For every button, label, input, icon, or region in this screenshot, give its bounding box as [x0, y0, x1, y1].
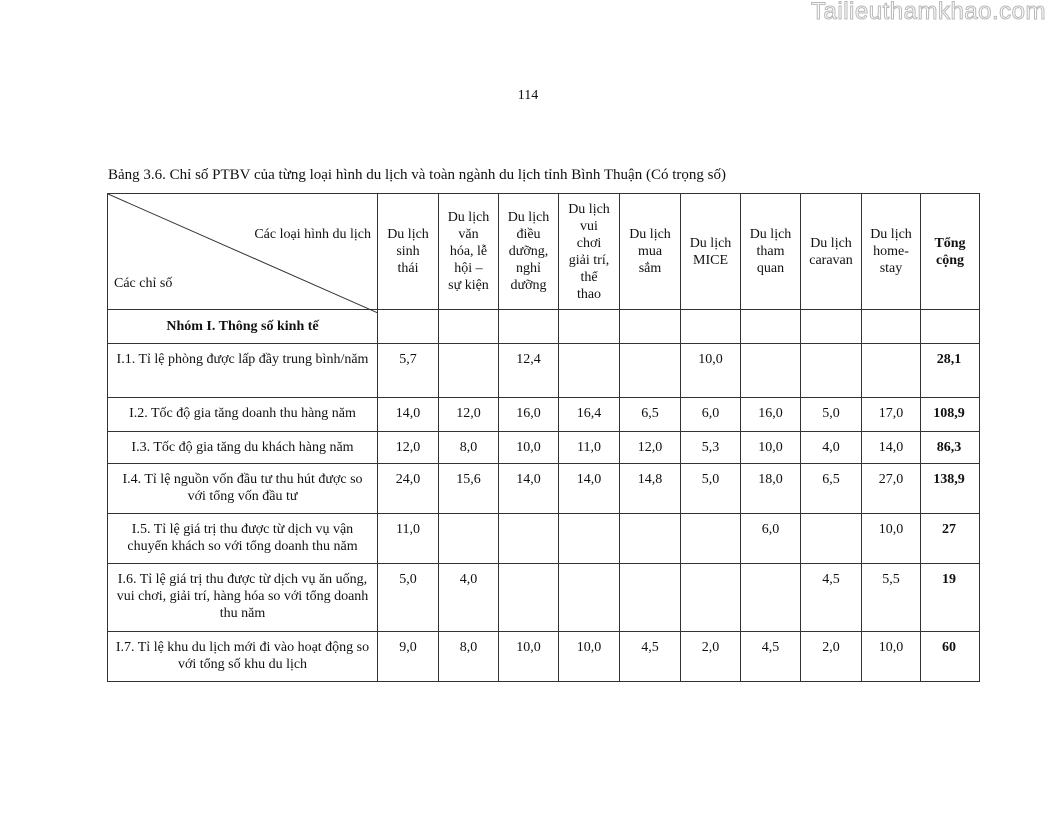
column-header	[439, 194, 499, 310]
column-header-line: văn	[458, 227, 479, 242]
value-cell	[499, 514, 559, 564]
value-cell	[741, 344, 801, 398]
column-header-line: Du lịch	[629, 227, 671, 242]
column-header-line: nghỉ	[516, 261, 541, 276]
table-row	[108, 514, 980, 564]
value-cell: 12,0	[378, 432, 439, 464]
value-cell	[862, 344, 921, 398]
value-cell: 5,0	[801, 398, 862, 432]
column-header-line: Du lịch	[810, 235, 852, 251]
value-cell: 4,5	[620, 632, 681, 682]
value-cell	[439, 344, 499, 398]
value-cell: 11,0	[559, 432, 620, 464]
value-cell	[801, 344, 862, 398]
column-header	[559, 194, 620, 310]
column-header-line: quan	[756, 261, 785, 276]
column-header-line: dưỡng,	[508, 244, 549, 259]
row-axis-label: Các chỉ số	[114, 276, 173, 291]
value-cell: 12,4	[499, 344, 559, 398]
indicator-table	[107, 193, 980, 682]
column-header-line: Du lịch	[568, 201, 610, 217]
column-header	[378, 194, 439, 310]
value-cell: 5,0	[681, 464, 741, 514]
column-header-line: Du lịch	[870, 227, 912, 242]
corner-header-cell	[108, 194, 378, 310]
value-cell	[620, 564, 681, 632]
indicator-label: I.5. Tỉ lệ giá trị thu được từ dịch vụ vận chuyển khách so với tổng doanh thu năm	[108, 514, 378, 564]
value-cell: 12,0	[439, 398, 499, 432]
table-row	[108, 432, 980, 464]
column-header	[801, 194, 862, 310]
column-header-line: thao	[576, 286, 602, 302]
value-cell	[620, 344, 681, 398]
column-header-line: Du lịch	[507, 210, 550, 225]
column-header	[620, 194, 681, 310]
column-header-line: sắm	[638, 261, 662, 276]
value-cell	[439, 514, 499, 564]
header-row	[108, 194, 980, 310]
total-cell: 27	[921, 514, 980, 564]
diagonal-line	[108, 194, 378, 313]
column-header-line: stay	[879, 261, 903, 276]
value-cell: 4,5	[741, 632, 801, 682]
column-header	[741, 194, 801, 310]
column-header-line: Du lịch	[387, 227, 429, 242]
column-header-line: hóa, lễ	[449, 244, 488, 259]
value-cell: 27,0	[862, 464, 921, 514]
column-header-line: tham	[756, 244, 785, 259]
value-cell: 5,7	[378, 344, 439, 398]
column-header-line: thể	[580, 269, 598, 285]
table-row	[108, 344, 980, 398]
value-cell: 8,0	[439, 632, 499, 682]
value-cell	[559, 564, 620, 632]
table-row	[108, 632, 980, 682]
column-header-line: dưỡng	[510, 278, 547, 293]
table-row	[108, 564, 980, 632]
column-header-line: vui	[580, 218, 598, 234]
column-header-line: giải trí,	[568, 252, 610, 268]
indicator-label: I.3. Tốc độ gia tăng du khách hàng năm	[108, 432, 378, 464]
column-header-line: sự kiện	[448, 278, 489, 293]
value-cell: 14,0	[862, 432, 921, 464]
value-cell	[620, 514, 681, 564]
value-cell: 8,0	[439, 432, 499, 464]
value-cell: 6,5	[620, 398, 681, 432]
value-cell: 6,0	[681, 398, 741, 432]
value-cell: 14,0	[499, 464, 559, 514]
column-header	[681, 194, 741, 310]
value-cell: 5,3	[681, 432, 741, 464]
value-cell: 14,0	[559, 464, 620, 514]
watermark: Tailieuthamkhao.com	[811, 0, 1046, 25]
column-header-line: thái	[397, 261, 419, 276]
total-cell: 138,9	[921, 464, 980, 514]
column-header-line: điều	[516, 227, 541, 242]
value-cell: 6,5	[801, 464, 862, 514]
table-caption: Bảng 3.6. Chỉ số PTBV của từng loại hình du lịch và toàn ngành du lịch tỉnh Bình Thuận (Có trọng số)	[108, 167, 726, 183]
value-cell: 17,0	[862, 398, 921, 432]
column-header-total	[921, 194, 980, 310]
value-cell: 24,0	[378, 464, 439, 514]
value-cell: 4,5	[801, 564, 862, 632]
value-cell: 12,0	[620, 432, 681, 464]
value-cell: 10,0	[741, 432, 801, 464]
value-cell: 10,0	[862, 632, 921, 682]
value-cell	[681, 564, 741, 632]
value-cell: 5,0	[378, 564, 439, 632]
column-header-line: MICE	[693, 252, 728, 268]
column-header-line: hội –	[454, 261, 483, 276]
column-header-line: home-	[873, 244, 909, 259]
value-cell: 4,0	[801, 432, 862, 464]
value-cell	[559, 514, 620, 564]
table-row	[108, 398, 980, 432]
indicator-label: I.6. Tỉ lệ giá trị thu được từ dịch vụ ăn uống, vui chơi, giải trí, hàng hóa so với tổng doanh thu năm	[108, 564, 378, 632]
value-cell	[499, 564, 559, 632]
page-number: 114	[517, 88, 539, 103]
total-cell: 108,9	[921, 398, 980, 432]
value-cell: 16,0	[741, 398, 801, 432]
table-row	[108, 464, 980, 514]
value-cell: 6,0	[741, 514, 801, 564]
indicator-label: I.7. Tỉ lệ khu du lịch mới đi vào hoạt động so với tổng số khu du lịch	[108, 632, 378, 682]
group-label: Nhóm I. Thông số kinh tế	[108, 310, 378, 344]
value-cell: 5,5	[862, 564, 921, 632]
column-axis-label: Các loại hình du lịch	[254, 227, 371, 242]
value-cell: 10,0	[499, 632, 559, 682]
column-header-line: caravan	[809, 252, 853, 268]
column-header	[499, 194, 559, 310]
indicator-label: I.4. Tỉ lệ nguồn vốn đầu tư thu hút được so với tổng vốn đầu tư	[108, 464, 378, 514]
column-header-line: chơi	[576, 235, 602, 251]
total-cell: 60	[921, 632, 980, 682]
value-cell: 14,0	[378, 398, 439, 432]
value-cell: 14,8	[620, 464, 681, 514]
total-cell: 19	[921, 564, 980, 632]
value-cell: 4,0	[439, 564, 499, 632]
column-header-line: Du lịch	[447, 210, 490, 225]
value-cell: 10,0	[559, 632, 620, 682]
indicator-label: I.2. Tốc độ gia tăng doanh thu hàng năm	[108, 398, 378, 432]
total-cell: 28,1	[921, 344, 980, 398]
indicator-label: I.1. Tỉ lệ phòng được lấp đầy trung bình/năm	[108, 344, 378, 398]
value-cell: 2,0	[801, 632, 862, 682]
value-cell: 2,0	[681, 632, 741, 682]
value-cell: 16,4	[559, 398, 620, 432]
column-header-line: Du lịch	[749, 227, 792, 242]
total-cell: 86,3	[921, 432, 980, 464]
value-cell	[559, 344, 620, 398]
group-row	[108, 310, 980, 344]
value-cell: 11,0	[378, 514, 439, 564]
column-header-line: sinh	[396, 244, 420, 259]
column-header-line: Du lịch	[689, 235, 732, 251]
value-cell: 9,0	[378, 632, 439, 682]
value-cell: 10,0	[862, 514, 921, 564]
value-cell: 15,6	[439, 464, 499, 514]
value-cell: 10,0	[499, 432, 559, 464]
value-cell: 18,0	[741, 464, 801, 514]
value-cell	[741, 564, 801, 632]
value-cell: 10,0	[681, 344, 741, 398]
column-header-line: Tổng	[934, 235, 966, 251]
column-header-line: mua	[637, 244, 663, 259]
value-cell	[681, 514, 741, 564]
value-cell	[801, 514, 862, 564]
value-cell: 16,0	[499, 398, 559, 432]
column-header	[862, 194, 921, 310]
column-header-line: cộng	[936, 252, 964, 268]
